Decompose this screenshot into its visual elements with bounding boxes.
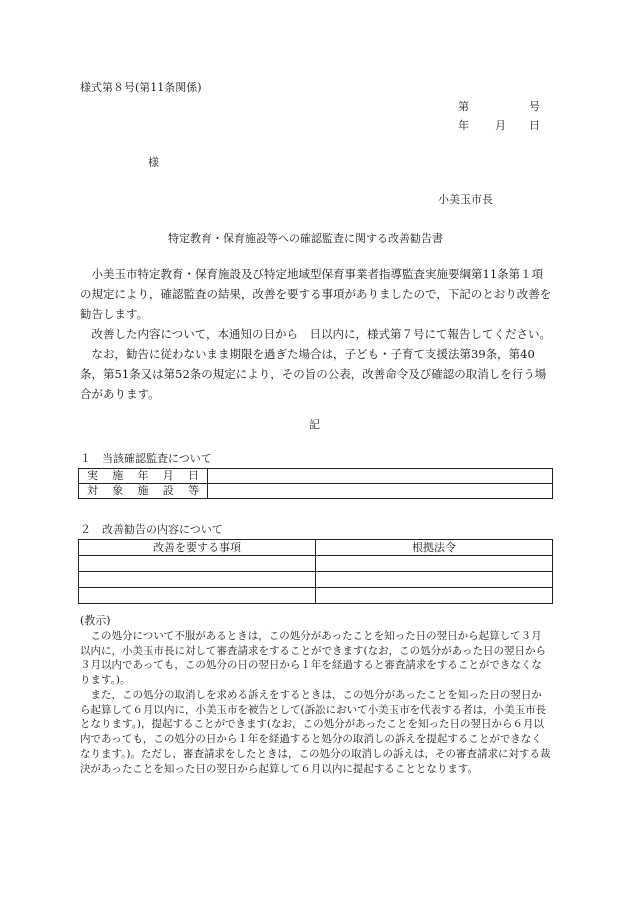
issuer: 小美玉市長 [438,193,493,206]
legal-basis-cell[interactable] [316,572,553,588]
date-month-label: 月 [495,119,506,132]
date-year-label: 年 [458,119,469,132]
improvement-item-cell[interactable] [79,556,316,572]
improvement-item-cell[interactable] [79,572,316,588]
form-number: 様式第８号(第11条関係) [80,81,202,94]
table-row [79,484,553,499]
column-header-law: 根拠法令 [316,540,553,556]
notice-paragraph-1: この処分について不服があるときは，この処分があったことを知った日の翌日から起算して３月以内に，小美玉市長に対して審査請求をすることができます(なお，この処分があった日の翌日から３月以内であっても，この処分の日の翌日から１年を経過すると審査請求をすることができなくなります。)。 [80,630,546,687]
document-title: 特定教育・保育施設等への確認監査に関する改善勧告書 [168,232,443,245]
audit-info-table [78,468,553,499]
table-row [79,588,553,604]
document-number-prefix: 第 [458,100,469,113]
facility-value[interactable] [208,484,553,499]
section-1-heading: １ 当該確認監査について [80,452,212,465]
improvement-item-cell[interactable] [79,588,316,604]
addressee-suffix: 様 [148,156,159,169]
ki-note: 記 [309,418,320,431]
notice-paragraph-2: また，この処分の取消しを求める訴えをするときは，この処分があったことを知った日の翌日から起算して６月以内に，小美玉市を被告として(訴訟において小美玉市を代表する者は，小美玉市長となります。)，提起することができます(なお，この処分があったことを知った日の翌日から６月以内であっても，この処分の日から１年を経過すると処分の取消しの訴えを提起することができなくなります。)。ただし，審査請求をしたときは，この処分の取消しの訴えは，その審査請求に対する裁決があったことを知った日の翌日から起算して６月以内に提起することとなります。 [80,689,551,775]
legal-basis-cell[interactable] [316,588,553,604]
table-row [79,572,553,588]
audit-date-label: 実施年月日 [79,469,208,484]
document-number-suffix: 号 [529,100,540,113]
audit-date-value[interactable] [208,469,553,484]
notice-heading: (教示) [80,614,111,627]
table-row [79,469,553,484]
body-paragraph-2: 改善した内容について，本通知の日から 日以内に，様式第７号にて報告してください。 [91,327,552,341]
legal-basis-cell[interactable] [316,556,553,572]
facility-label: 対象施設等 [79,484,208,499]
table-row [79,556,553,572]
body-paragraph-3: なお，勧告に従わないまま期限を過ぎた場合は，子ども・子育て支援法第39条，第40条，第51条又は第52条の規定により，その旨の公表，改善命令及び確認の取消しを行う場合があります。 [80,347,547,401]
body-paragraph-1: 小美玉市特定教育・保育施設及び特定地域型保育事業者指導監査実施要綱第11条第１項の規定により，確認監査の結果，改善を要する事項がありましたので，下記のとおり改善を勧告します。 [80,267,552,321]
date-day-label: 日 [529,119,540,132]
section-2-heading: ２ 改善勧告の内容について [80,523,223,536]
improvement-table [78,539,553,604]
column-header-items: 改善を要する事項 [79,540,316,556]
table-header-row [79,540,553,556]
